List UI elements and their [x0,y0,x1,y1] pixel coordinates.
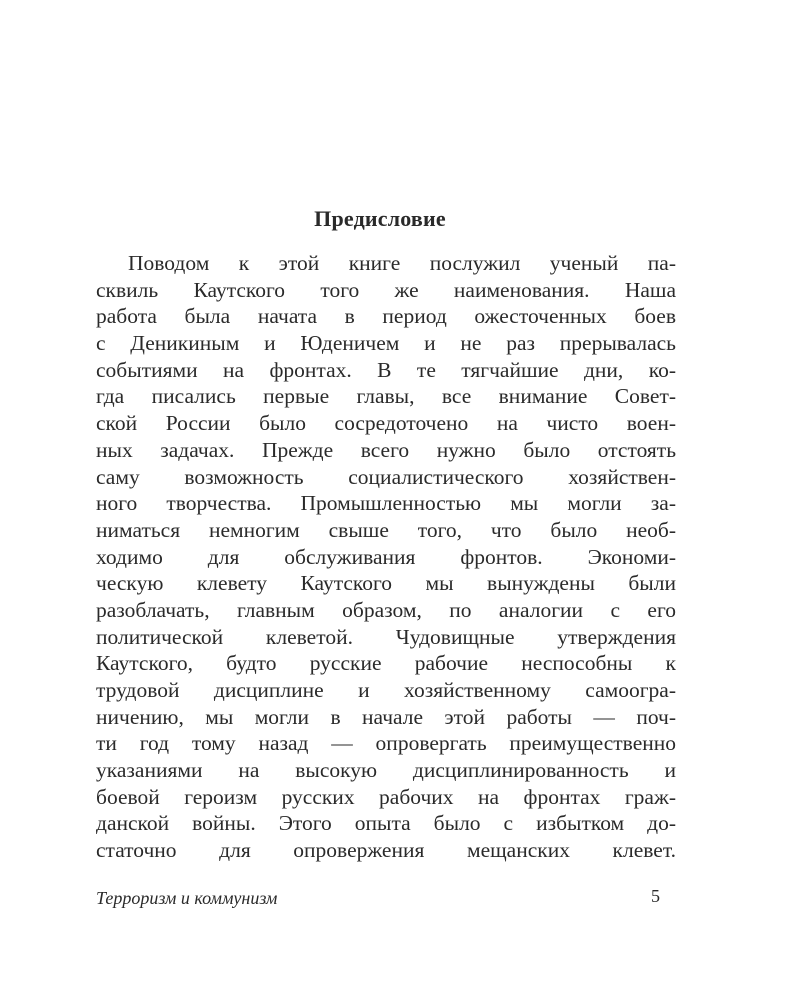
page-number: 5 [651,886,660,906]
text-line: ного творчества. Промышленностью мы могли за- [96,491,676,516]
body-paragraph [96,250,676,864]
chapter-heading: Предисловие [314,206,446,231]
text-line: указаниями на высокую дисциплинированность и [96,758,676,783]
text-line: политической клеветой. Чудовищные утверждения [96,624,676,649]
text-line: ных задачах. Прежде всего нужно было отстоять [96,437,676,462]
text-line: ти год тому назад — опровергать преимущественно [96,731,676,756]
text-line: ческую клевету Каутского мы вынуждены были [96,571,676,596]
text-line: ходимо для обслуживания фронтов. Экономи- [96,544,676,569]
text-line: ской России было сосредоточено на чисто воен- [96,411,676,436]
running-title: Терроризм и коммунизм [96,888,278,908]
text-line: разоблачать, главным образом, по аналогии с его [96,597,676,622]
text-line: гда писались первые главы, все внимание Совет- [96,384,676,409]
text-line: трудовой дисциплине и хозяйственному самоогра- [96,678,676,702]
text-line: саму возможность социалистического хозяйствен- [96,464,676,489]
text-line: ничению, мы могли в начале этой работы — поч- [96,704,676,729]
text-line: данской войны. Этого опыта было с избытком до- [96,811,676,836]
text-line: боевой героизм русских рабочих на фронтах граж- [96,784,676,809]
text-line: Каутского, будто русские рабочие неспособны к [96,651,676,676]
text-line: с Деникиным и Юденичем и не раз прерывалась [96,331,676,356]
text-line: сквиль Каутского того же наименования. Наша [96,277,676,302]
text-line: статочно для опровержения мещанских клевет. [96,838,676,863]
text-line: работа была начата в период ожесточенных боев [96,304,676,329]
text-line: ниматься немногим свыше того, что было необ- [96,517,676,542]
text-line: Поводом к этой книге послужил ученый па- [128,251,676,275]
text-line: событиями на фронтах. В те тягчайшие дни, ко- [96,357,676,382]
